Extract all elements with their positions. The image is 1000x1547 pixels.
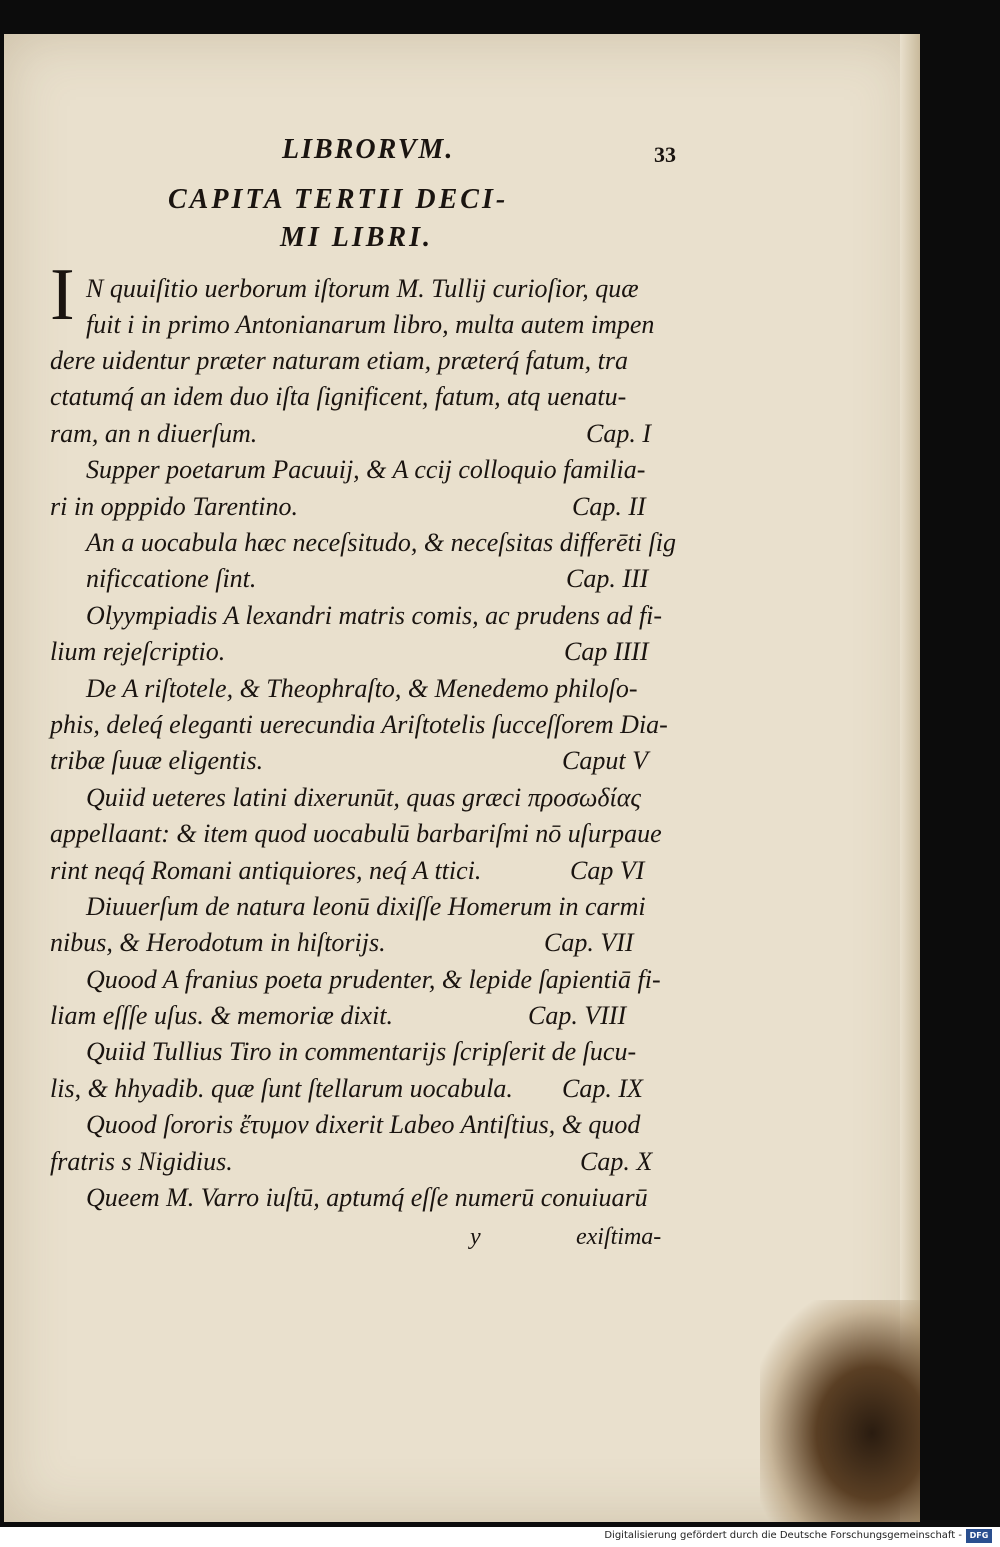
text-line: nibus, & Herodotum in hiſtorijs. [50, 928, 386, 957]
chapter-number: Cap. IX [562, 1074, 643, 1103]
chapter-number: Cap. VIII [528, 1001, 627, 1030]
catchword: exiſtima- [576, 1224, 662, 1250]
signature-mark: y [470, 1224, 481, 1250]
chapter-heading-line-2: MI LIBRI. [280, 222, 434, 253]
footer-bar [0, 1527, 1000, 1547]
text-line: ri in opppido Tarentino. [50, 492, 299, 521]
text-line: appellaant: & item quod uocabulū barbariſmi nō uſurpaue [50, 819, 662, 848]
chapter-number: Cap. I [586, 419, 651, 448]
page-edge [900, 34, 920, 1522]
text-line: rint neqq́ Romani antiquiores, neq́ A ttici. [50, 856, 482, 885]
book-page [4, 34, 916, 1522]
page-number: 33 [654, 142, 676, 167]
text-line: phis, deleq́ eleganti uerecundia Ariſtotelis ſucceſſorem Dia- [50, 710, 668, 739]
text-line: An a uocabula hæc neceſsitudo, & neceſsitas differēti ſig [86, 528, 676, 557]
text-line: Diuuerſum de natura leonū dixiſſe Homerum in carmi [86, 892, 646, 921]
text-line: lis, & hhyadib. quæ ſunt ſtellarum uocabula. [50, 1074, 513, 1103]
chapter-number: Caput V [562, 746, 648, 775]
chapter-number: Cap. X [580, 1147, 653, 1176]
chapter-number: Cap. III [566, 564, 649, 593]
text-line: Quood ſororis ἔτυμον dixerit Labeo Antiſtius, & quod [86, 1110, 641, 1139]
dfg-logo-icon: DFG [966, 1529, 992, 1543]
text-line: Queem M. Varro iuſtū, aptumq́ eſſe numerū conuiuarū [86, 1183, 648, 1212]
text-line: ctatumq́ an idem duo iſta ſignificent, fatum, atq uenatu- [50, 382, 627, 411]
text-line: De A riſtotele, & Theophraſto, & Menedemo philoſo- [86, 674, 638, 703]
text-line: tribæ ſuuæ eligentis. [50, 746, 264, 775]
text-line: Quiid Tullius Tiro in commentarijs ſcripſerit de ſucu- [86, 1037, 637, 1066]
chapter-number: Cap IIII [564, 637, 649, 666]
chapter-heading-line-1: CAPITA TERTII DECI- [168, 184, 509, 215]
page-damage-stain [760, 1300, 920, 1522]
text-line: Quood A franius poeta prudenter, & lepide ſapientiā fi- [86, 965, 661, 994]
text-line: nificcatione ſint. [86, 564, 257, 593]
chapter-number: Cap VI [570, 856, 645, 885]
running-head: LIBRORVM. [282, 134, 455, 165]
text-line: Supper poetarum Pacuuij, & A ccij colloquio familia- [86, 455, 646, 484]
footer-credit: Digitalisierung gefördert durch die Deutsche Forschungsgemeinschaft - [604, 1530, 962, 1541]
chapter-number: Cap. II [572, 492, 646, 521]
text-line: liam eſſſe uſus. & memoriæ dixit. [50, 1001, 394, 1030]
text-line: ram, an n diuerſum. [50, 419, 258, 448]
text-line: N quuiſitio uerborum iſtorum M. Tullij curioſior, quæ [86, 274, 639, 303]
text-line: dere uidentur præter naturam etiam, præterq́ fatum, tra [50, 346, 629, 375]
text-line: Quiid ueteres latini dixerunūt, quas græci προσωδίας [86, 783, 641, 812]
chapter-number: Cap. VII [544, 928, 634, 957]
text-line: fuit i in primo Antonianarum libro, multa autem impen [86, 310, 655, 339]
text-line: lium rejeſcriptio. [50, 637, 226, 666]
text-line: Olyympiadis A lexandri matris comis, ac prudens ad fi- [86, 601, 663, 630]
text-line: fratris s Nigidius. [50, 1147, 233, 1176]
drop-initial: I [50, 254, 75, 336]
